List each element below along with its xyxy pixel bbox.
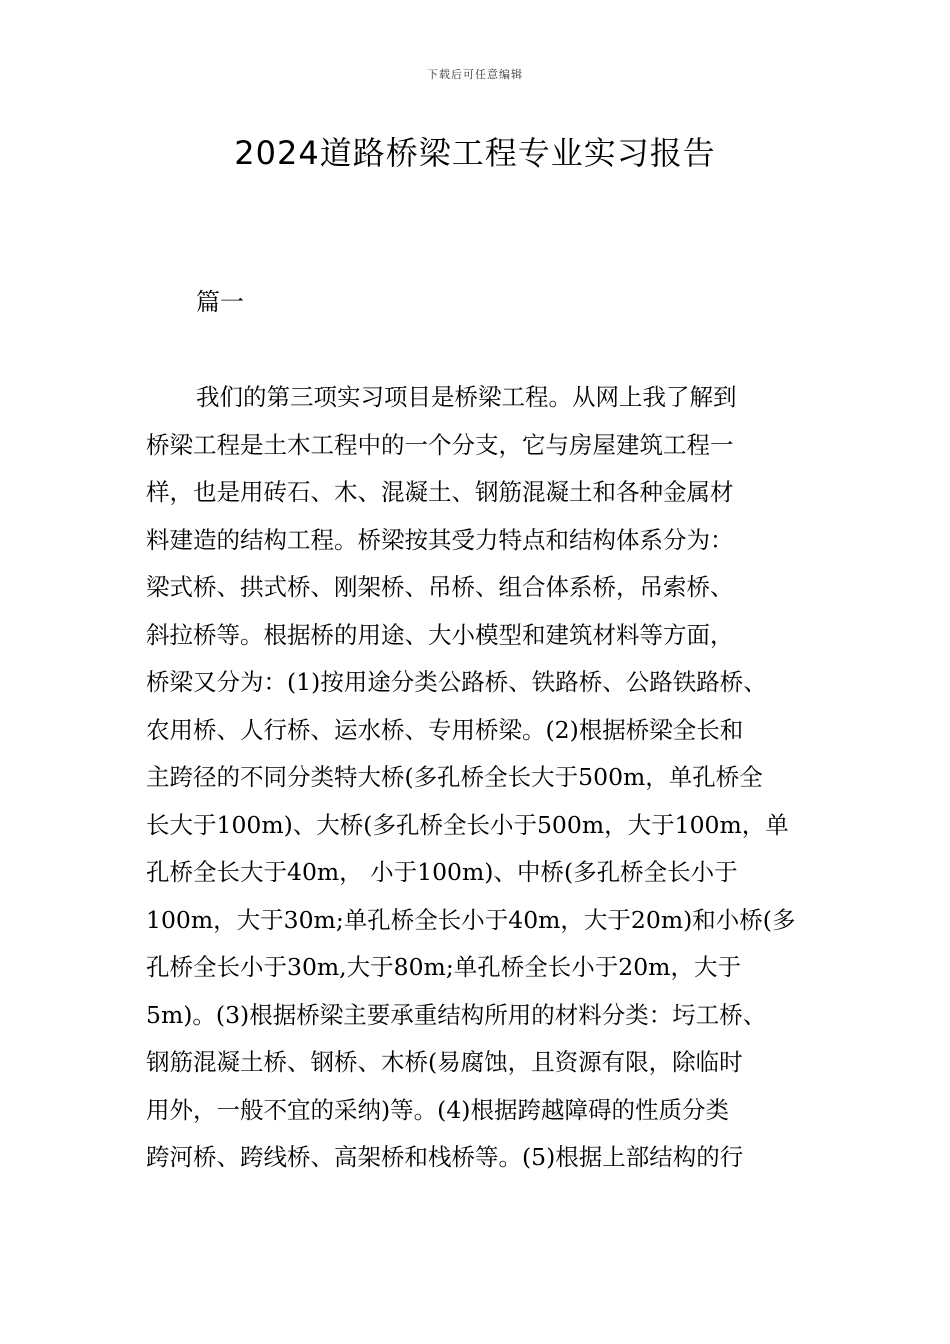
paragraph-line: 样，也是用砖石、木、混凝土、钢筋混凝土和各种金属材 — [146, 478, 734, 506]
paragraph-line: 5m)。(3)根据桥梁主要承重结构所用的材料分类：圬工桥、 — [146, 1000, 767, 1029]
paragraph-line: 斜拉桥等。根据桥的用途、大小模型和建筑材料等方面， — [146, 620, 734, 649]
paragraph-line: 100m，大于30m;单孔桥全长小于40m，大于20m)和小桥(多 — [146, 905, 796, 934]
paragraph-line: 用外，一般不宜的采纳)等。(4)根据跨越障碍的性质分类 — [146, 1095, 729, 1124]
paragraph-line: 桥梁又分为：(1)按用途分类公路桥、铁路桥、公路铁路桥、 — [146, 668, 767, 696]
paragraph-line: 跨河桥、跨线桥、高架桥和栈桥等。(5)根据上部结构的行 — [146, 1143, 744, 1171]
paragraph-line: 主跨径的不同分类特大桥(多孔桥全长大于500m，单孔桥全 — [146, 763, 763, 791]
paragraph-line: 料建造的结构工程。桥梁按其受力特点和结构体系分为： — [146, 525, 734, 554]
paragraph-line: 钢筋混凝土桥、钢桥、木桥(易腐蚀，且资源有限，除临时 — [146, 1048, 743, 1076]
header-note: 下载后可任意编辑 — [427, 68, 523, 81]
paragraph-line: 梁式桥、拱式桥、刚架桥、吊桥、组合体系桥，吊索桥、 — [146, 573, 734, 601]
document-title: 2024道路桥梁工程专业实习报告 — [234, 134, 716, 172]
paragraph-line: 桥梁工程是土木工程中的一个分支，它与房屋建筑工程一 — [146, 430, 734, 459]
body-paragraph — [146, 374, 810, 1182]
paragraph-line: 我们的第三项实习项目是桥梁工程。从网上我了解到 — [196, 383, 737, 411]
paragraph-line: 长大于100m)、大桥(多孔桥全长小于500m，大于100m，单 — [146, 810, 789, 839]
section-label: 篇一 — [196, 288, 244, 316]
paragraph-line: 孔桥全长大于40m， 小于100m)、中桥(多孔桥全长小于 — [146, 858, 738, 886]
paragraph-line: 孔桥全长小于30m,大于80m;单孔桥全长小于20m，大于 — [146, 953, 741, 981]
paragraph-line: 农用桥、人行桥、运水桥、专用桥梁。(2)根据桥梁全长和 — [146, 715, 744, 744]
